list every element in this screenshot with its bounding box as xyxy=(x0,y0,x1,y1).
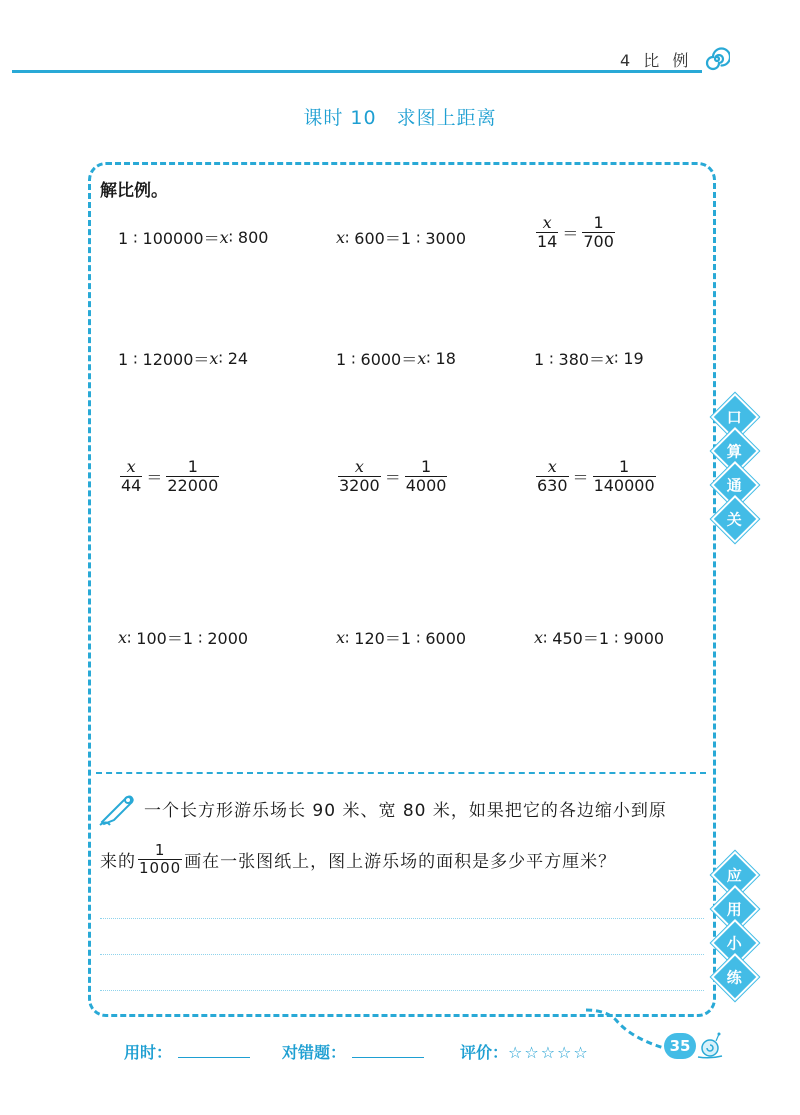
equation-6: 1 ∶ 380＝ x ∶ 19 xyxy=(534,349,644,369)
header-rule xyxy=(12,70,702,73)
equation-3: $\frac{x}{14}$ ＝ $\frac{1}{700}$ xyxy=(537,213,614,252)
fraction: $\frac{1}{140000}$ xyxy=(593,457,655,496)
problem-line-2: 来的 $\frac{1}{1000}$ 画在一张图纸上，图上游乐场的面积是多少平方厘米？ xyxy=(100,841,617,878)
side-tab-apply-1: 应 xyxy=(711,851,759,899)
fraction: $\frac{x}{44}$ xyxy=(121,457,142,496)
exercise-frame xyxy=(88,162,716,1017)
answer-line-1[interactable] xyxy=(100,918,704,919)
side-tab-calc-1: 口 xyxy=(711,393,759,441)
fraction: $\frac{1}{4000}$ xyxy=(405,457,447,496)
rating-field: 评价：☆☆☆☆☆ xyxy=(460,1043,590,1062)
answer-line-3[interactable] xyxy=(100,990,704,991)
side-tab-apply-3: 小 xyxy=(711,919,759,967)
time-blank[interactable] xyxy=(178,1057,250,1058)
equation-11: x ∶ 120＝1 ∶ 6000 xyxy=(336,628,467,648)
fraction: $\frac{x}{14}$ xyxy=(537,213,558,252)
side-tab-calc-3: 通 xyxy=(711,461,759,509)
equation-8: $\frac{x}{3200}$ ＝ $\frac{1}{4000}$ xyxy=(339,457,447,496)
section-divider xyxy=(96,772,706,774)
spiral-icon xyxy=(704,46,730,72)
equation-4: 1 ∶ 12000＝ x ∶ 24 xyxy=(118,349,249,369)
equation-9: $\frac{x}{630}$ ＝ $\frac{1}{140000}$ xyxy=(537,457,655,496)
equation-5: 1 ∶ 6000＝ x ∶ 18 xyxy=(336,349,456,369)
fraction: $\frac{1}{1000}$ xyxy=(139,841,182,878)
answer-line-2[interactable] xyxy=(100,954,704,955)
side-tab-calc-4: 关 xyxy=(711,495,759,543)
time-field: 用时： xyxy=(124,1040,250,1063)
equation-1: 1 ∶ 100000＝ x ∶ 800 xyxy=(118,228,269,248)
equation-2: x ∶ 600＝1 ∶ 3000 xyxy=(336,228,467,248)
rating-stars[interactable]: ☆☆☆☆☆ xyxy=(508,1043,590,1062)
correct-blank[interactable] xyxy=(352,1057,424,1058)
fraction: $\frac{x}{3200}$ xyxy=(339,457,380,496)
side-tab-apply-4: 练 xyxy=(711,953,759,1001)
correct-field: 对错题： xyxy=(282,1040,424,1063)
page-number: 35 xyxy=(664,1033,696,1059)
equation-12: x ∶ 450＝1 ∶ 9000 xyxy=(534,628,665,648)
lesson-title: 课时 10 求图上距离 xyxy=(303,107,497,129)
fraction: $\frac{1}{700}$ xyxy=(583,213,614,252)
snail-icon xyxy=(694,1030,724,1060)
equation-10: x ∶ 100＝1 ∶ 2000 xyxy=(118,628,249,648)
side-tab-calc-2: 算 xyxy=(711,427,759,475)
fraction: $\frac{x}{630}$ xyxy=(537,457,568,496)
equation-7: $\frac{x}{44}$ ＝ $\frac{1}{22000}$ xyxy=(121,457,219,496)
section-title: 解比例。 xyxy=(100,181,168,201)
side-tab-apply-2: 用 xyxy=(711,885,759,933)
chapter-label: 4 比 例 xyxy=(620,51,693,70)
pencil-icon xyxy=(96,792,136,828)
problem-line-1: 一个长方形游乐场长 90 米、宽 80 米，如果把它的各边缩小到原 xyxy=(144,801,667,821)
fraction: $\frac{1}{22000}$ xyxy=(167,457,219,496)
